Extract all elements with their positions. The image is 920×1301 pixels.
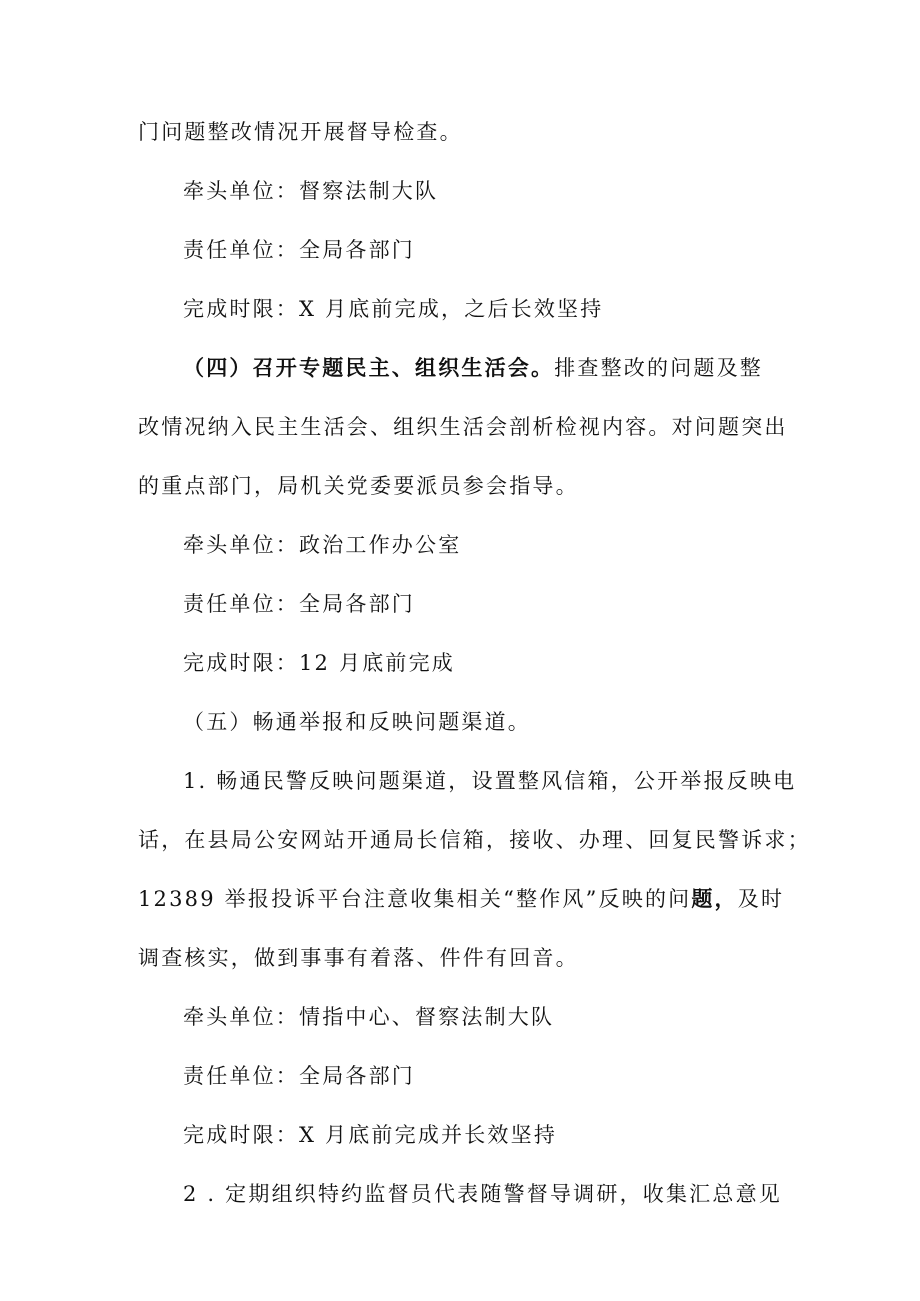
deadline-line: 完成时限：12 月底前完成: [183, 651, 455, 675]
paragraph-text: 12389 举报投诉平台注意收集相关“整作风”反映的问: [138, 887, 692, 911]
responsible-unit-line: 责任单位：全局各部门: [183, 1064, 415, 1088]
section-heading-line: [0, 353, 920, 383]
lead-unit-line: 牵头单位：情指中心、督察法制大队: [183, 1005, 555, 1029]
paragraph-text: 及时: [737, 887, 785, 911]
paragraph-line: 改情况纳入民主生活会、组织生活会剖析检视内容。对问题突出: [138, 415, 788, 439]
lead-unit-line: 牵头单位：政治工作办公室: [183, 533, 462, 557]
section-heading-four: （四）召开专题民主、组织生活会。: [183, 355, 555, 380]
responsible-unit-line: 责任单位：全局各部门: [183, 238, 415, 262]
responsible-unit-line: 责任单位：全局各部门: [183, 592, 415, 616]
paragraph-line: 调查核实，做到事事有着落、件件有回音。: [138, 946, 579, 970]
paragraph-line: 话，在县局公安网站开通局长信箱，接收、办理、回复民警诉求；: [138, 828, 811, 852]
paragraph-line: 的重点部门，局机关党委要派员参会指导。: [138, 474, 579, 498]
paragraph-line: 1. 畅通民警反映问题渠道，设置整风信箱，公开举报反映电: [183, 769, 797, 793]
paragraph-line: [0, 884, 920, 914]
deadline-line: 完成时限：X 月底前完成，之后长效坚持: [183, 297, 604, 321]
deadline-line: 完成时限：X 月底前完成并长效坚持: [183, 1123, 558, 1147]
paragraph-line: 门问题整改情况开展督导检查。: [138, 120, 463, 144]
lead-unit-line: 牵头单位：督察法制大队: [183, 179, 439, 203]
paragraph-line: 2 . 定期组织特约监督员代表随警督导调研，收集汇总意见: [183, 1182, 782, 1206]
section-heading-five: （五）畅通举报和反映问题渠道。: [183, 710, 531, 734]
paragraph-text: 排查整改的问题及整: [554, 356, 764, 380]
paragraph-text-bold: 题，: [691, 886, 738, 911]
